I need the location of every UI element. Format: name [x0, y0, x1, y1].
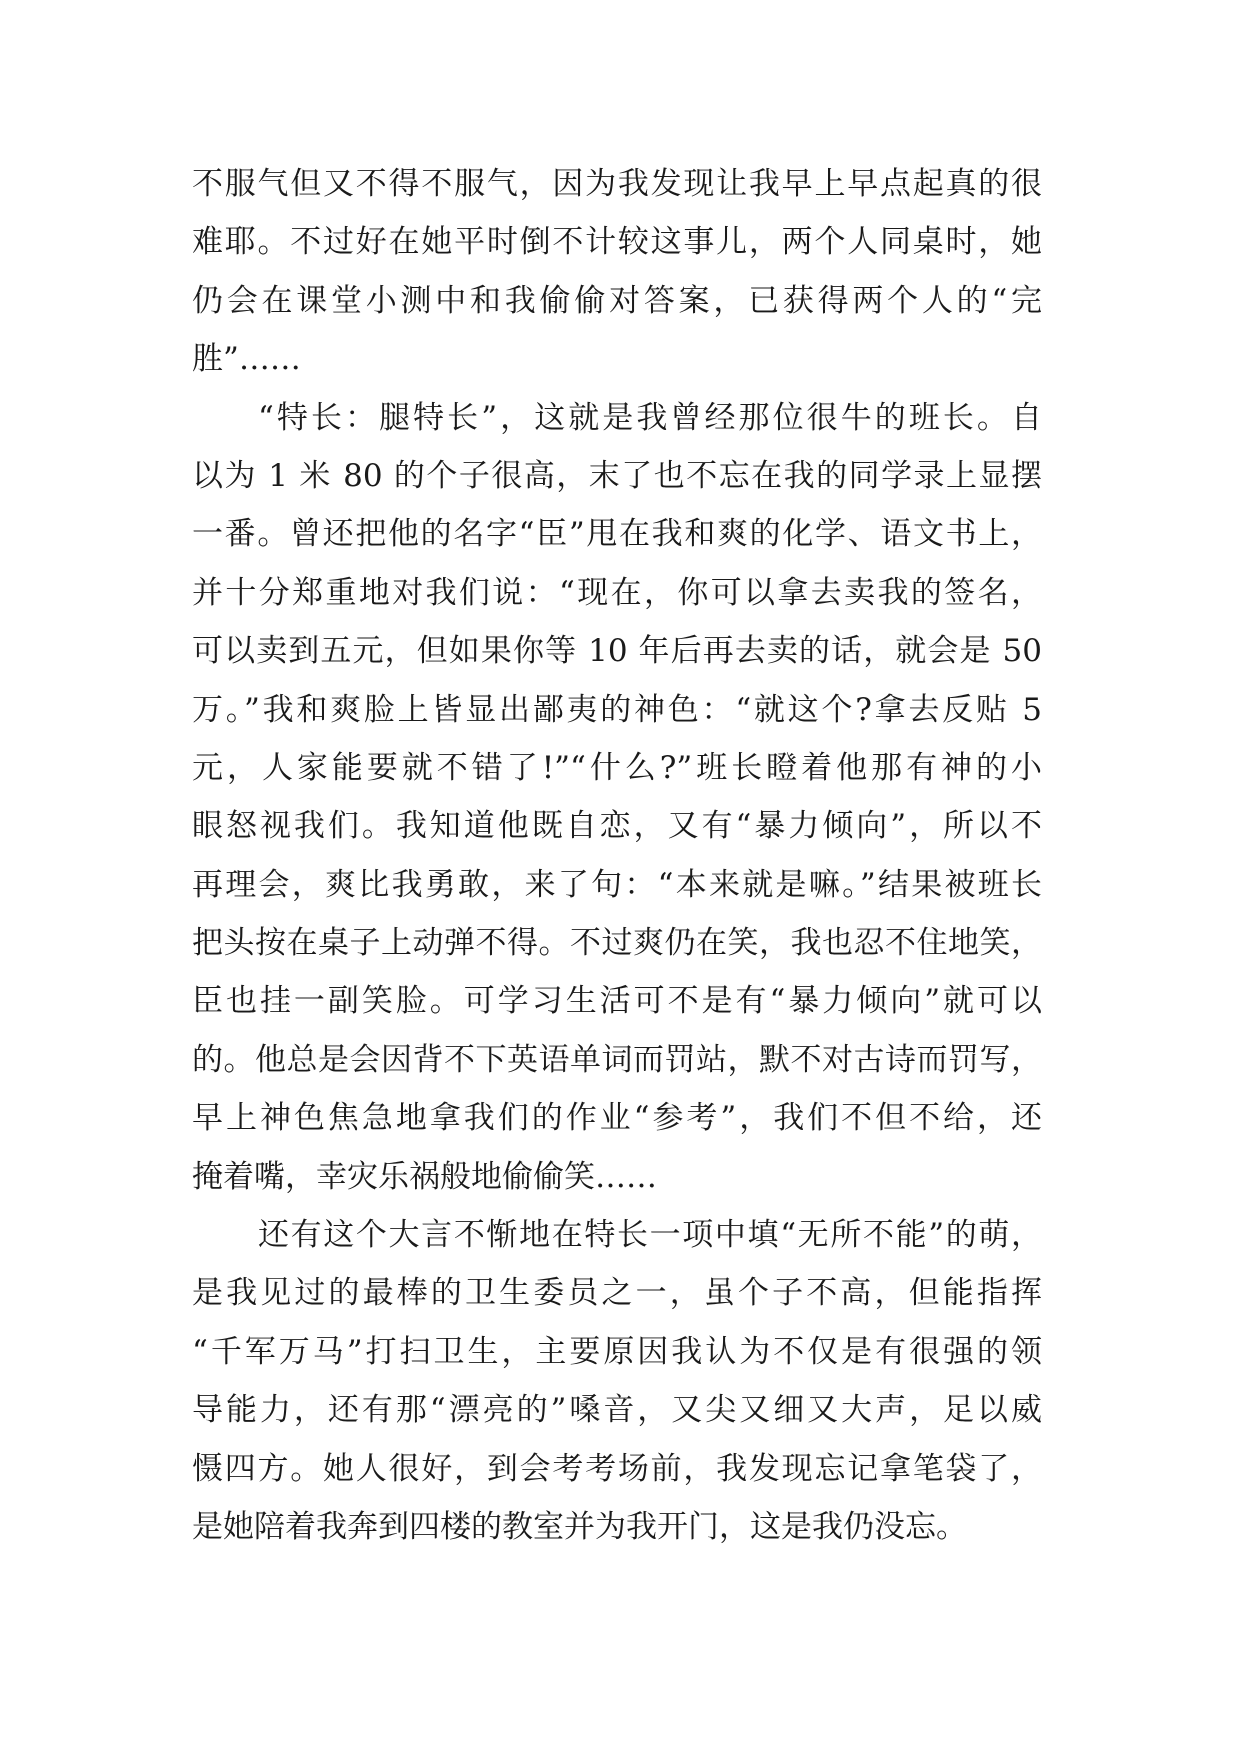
text-line: 以为 1 米 80 的个子很高，末了也不忘在我的同学录上显摆 [192, 457, 1042, 494]
text-line: 仍会在课堂小测中和我偷偷对答案，已获得两个人的“完 [192, 282, 1042, 319]
text-line: 胜”…… [192, 341, 301, 378]
text-line: 慑四方。她人很好，到会考考场前，我发现忘记拿笔袋了， [192, 1450, 1042, 1487]
document-page [192, 162, 1042, 1563]
text-line: 并十分郑重地对我们说：“现在，你可以拿去卖我的签名， [192, 574, 1042, 611]
text-line: 掩着嘴，幸灾乐祸般地偷偷笑…… [192, 1158, 657, 1195]
paragraph [192, 396, 1042, 1213]
text-line: 不服气但又不得不服气，因为我发现让我早上早点起真的很 [192, 166, 1042, 202]
text-line: 早上神色焦急地拿我们的作业“参考”，我们不但不给，还 [192, 1100, 1042, 1137]
text-line: 可以卖到五元，但如果你等 10 年后再去卖的话，就会是 50 [192, 633, 1042, 670]
paragraph [192, 162, 1042, 396]
text-line: 是我见过的最棒的卫生委员之一，虽个子不高，但能指挥 [192, 1275, 1042, 1312]
paragraph [192, 1213, 1042, 1563]
text-line: 眼怒视我们。我知道他既自恋，又有“暴力倾向”，所以不 [192, 808, 1042, 845]
text-line: 是她陪着我奔到四楼的教室并为我开门，这是我仍没忘。 [192, 1508, 967, 1545]
text-line: 难耶。不过好在她平时倒不计较这事儿，两个人同桌时，她 [192, 224, 1042, 261]
text-line: 万。”我和爽脸上皆显出鄙夷的神色：“就这个?拿去反贴 5 [192, 691, 1042, 728]
text-line: 的。他总是会因背不下英语单词而罚站，默不对古诗而罚写， [192, 1041, 1042, 1078]
text-line: 元，人家能要就不错了!”“什么?”班长瞪着他那有神的小 [192, 749, 1042, 786]
text-line: “千军万马”打扫卫生，主要原因我认为不仅是有很强的领 [192, 1333, 1042, 1370]
text-line: 一番。曾还把他的名字“臣”甩在我和爽的化学、语文书上， [192, 516, 1042, 553]
text-line: “特长：腿特长”，这就是我曾经那位很牛的班长。自 [258, 399, 1042, 436]
text-line: 再理会，爽比我勇敢，来了句：“本来就是嘛。”结果被班长 [192, 866, 1042, 903]
text-line: 臣也挂一副笑脸。可学习生活可不是有“暴力倾向”就可以 [192, 983, 1042, 1020]
text-line: 导能力，还有那“漂亮的”嗓音，又尖又细又大声，足以威 [192, 1392, 1042, 1429]
text-line: 还有这个大言不惭地在特长一项中填“无所不能”的萌， [258, 1217, 1042, 1254]
text-line: 把头按在桌子上动弹不得。不过爽仍在笑，我也忍不住地笑， [192, 925, 1042, 962]
